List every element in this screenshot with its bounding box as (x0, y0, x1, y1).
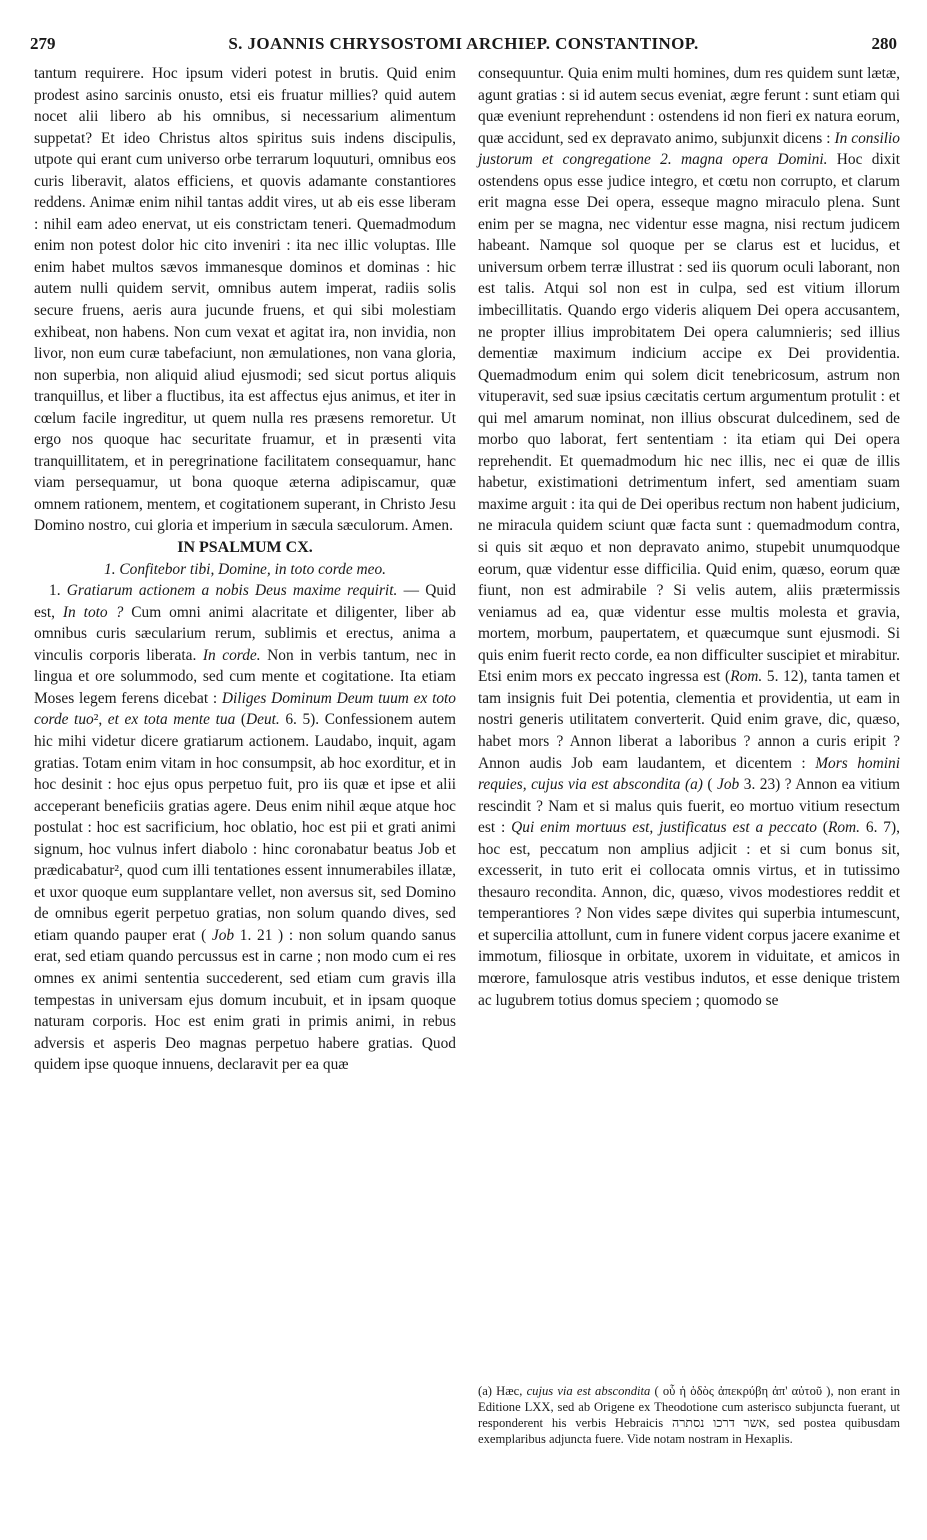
page-number-right: 280 (871, 34, 897, 53)
section-title: IN PSALMUM CX. (177, 539, 313, 557)
paragraph-number: 1. (49, 582, 61, 600)
running-title: S. JOANNIS CHRYSOSTOMI ARCHIEP. CONSTANTINOP. (228, 34, 699, 53)
left-column (34, 63, 456, 1076)
paragraph-continued-right: consequuntur. Quia enim multi homines, dum res quidem sunt lætæ, agunt gratias : si id autem secus eveniat, ægre ferunt : sunt etiam qui quæ eveniunt reprehendunt : ostendens id non fieri ex natura eorum, quæ accidunt, sed ex depravato animo, subjunxit dicens : In consilio justorum et congregatione 2. magna opera Domini. Hoc dixit ostendens opus esse judice integro, et cœtu non corrupto, et clarum erit magna esse Dei opera, esseque magno miraculo plena. Sunt enim per se magna, nec videntur esse magna, nisi rectum judicem habeant. Namque sol quoque per se clarus est et lucidus, et universum orbem terræ illustrat : sed iis quorum oculi laborant, non est talis. Atqui sol non est in culpa, sed est vitium illorum imbecillitatis. Quando ergo videris aliquem Dei opera accusantem, ne propter illius improbitatem Dei opera calumnieris; sed illius dementiæ maximum indicium accipe ex Dei providentia. Quemadmodum enim qui solem dicit tenebricosum, astrum non vituperavit, sed suæ ipsius cæcitatis certum argumentum protulit : et qui mel amarum nominat, non illius obscurat dulcedinem, sed de morbo quo laborat, fert sententiam : ita etiam qui Dei opera reprehendit. Et quemadmodum hic nec illis, nec ei quæ de illis habetur, existimationi detrimentum infert, sed amentiam suam maxime arguit : ita qui de Dei operibus rectum non habent judicium, ne miracula quidem sciunt quæ facta sunt : quemadmodum contra, si quis sit æquo et non depravato animo, stupebit unumquodque eorum, quæ videntur esse difficilia. Quid enim, quæso, eorum quæ fiunt, non est admirabile ? Si velis autem, aliis prætermissis veniamus ad ea, quæ videntur esse multis molesta et gravia, mortem, morbum, paupertatem, et quæcumque sunt ejusmodi. Si quis enim fuerit recto corde, ea non difficulter suscipiet et mirabitur. Etsi enim mors ex peccato ingressa est (Rom. 5. 12), tanta tamen et tam insignis fuit Dei potentia, clementia et providentia, ut eam in nostri generis utilitatem converterit. Quid enim grave, dic, quæso, habet mors ? Annon liberat a laboribus ? annon a curis eripit ? Annon audis Job eam laudantem, et dicentem : Mors homini requies, cujus via est abscondita (a) ( Job 3. 23) ? Annon ea vitium rescindit ? Nam et si malus quis fuerit, eo mortuo vitium resectum est : Qui enim mortuus est, justificatus est a peccato (Rom. 6. 7), hoc est, peccatum non amplius adjicit : et si cum bonus sit, excesserit, in tuto erit ei collocata omnis virtus, et in tutissimo thesauro recondita. Annon, dic, quæso, vivos modestiores reddit et temperantiores ? Non vides sæpe divites qui superbia intumescunt, et supercilia attollunt, cum in funere vident corpus jacere exanime et immotum, filiosque in orbitate, uxorem in viduitate, et amicos in mœrore, famulosque atris vestibus indutos, et esse denique tristem ac lugubrem totius domus speciem ; quomodo se (478, 65, 901, 1009)
hebrew-text: אשר דרכו נסתרה (671, 1416, 767, 1430)
running-header (30, 34, 897, 56)
paragraph-continued: tantum requirere. Hoc ipsum videri potest in brutis. Quid enim prodest asino sarcinis onusto, etsi eis fruatur millies? quid autem nocet alii libero ab his omnibus, si necessarium alimentum suppetat? Et ideo Christus altos spiritus suis indens discipulis, utpote qui erant cum universo orbe terrarum loquuturi, omnibus eos curis liberavit, alatos efficiens, et quovis adamante constantiores reddens. Animæ enim nihil tantas addit vires, ut ab eis esse liberam : nihil eam adeo enervat, ut eis constrictam teneri. Quemadmodum enim non potest dolor hic cito inveniri : ita nec illic voluptas. Ille enim habet multos sævos immanesque dominos et dominas : hic autem nulli quidem servit, omnibus autem imperat, radiis solis secure fruens, aeris aura jucunde fruens, et qui sibi molestiam exhibeat, non habens. Non cum vexat et agitat ira, non invidia, non livor, non eum curæ tabefaciunt, non æmulationes, non vana gloria, non superbia, non aliquid aliud ejusmodi; sed sicut portus aliquis tranquillus, et liber a fluctibus, ita est affectus ejus animus, et iter in cœlum facile ingreditur, ut quem nulla res præsens remoretur. Ut ergo nos quoque hac securitate fruamur, et in præsenti vita tranquillitatem, et in peregrinatione facilitatem consequamur, hanc viam persequamur, ut bona quoque æterna adipiscamur, quæ omnem rationem, mentem, et cogitationem superant, in Christo Jesu Domino nostro, cui gloria et imperium in sæcula sæculorum. Amen. (34, 65, 456, 535)
page-number-left: 279 (30, 34, 56, 53)
right-column (478, 63, 900, 1011)
psalm-verse: 1. Confitebor tibi, Domine, in toto corde meo. (104, 560, 386, 578)
footnote: (a) Hæc, cujus via est abscondita ( οὗ ἡ ὁδὸς ἀπεκρύβη ἀπ' αὐτοῦ ), non erant in Editione LXX, sed ab Origene ex Theodotione cum asterisco subjuncta fuerant, ut responderent his verbis Hebraicis אשר דרכו נסתרה, sed postea quibusdam exemplaribus adjuncta fuere. Vide notam nostram in Hexaplis. (478, 1384, 900, 1446)
commentary-paragraph: 1. Gratiarum actionem a nobis Deus maxime requirit. — Quid est, In toto ? Cum omni animi alacritate et diligenter, liber ab omnibus curis sæcularium rerum, sublimis et erectus, anima a vinculis corporis liberata. In corde. Non in verbis tantum, nec in lingua et ore solummodo, sed cum mente et cogitatione. Ita etiam Moses legem ferens dicebat : Diliges Dominum Deum tuum ex toto corde tuo², et ex tota mente tua (Deut. 6. 5). Confessionem autem hic mihi videtur dicere gratiarum actionem. Laudabo, inquit, agam gratias. Totam enim vitam in hoc consumpsit, ab hoc exorditur, et in hoc desinit : hoc ejus opus perpetuo fuit, pro iis quæ et ipse et alii acceperant beneficiis gratias agere. Deus enim nihil æque atque hoc postulat : hoc est sacrificium, hoc oblatio, hoc est pii et grati animi signum, hoc vulnus infert diabolo : hinc coronabatur beatus Job et prædicabatur², quod cum illi tentationes essent innumerabiles illatæ, et uxor quoque eum supplantare vellet, non aversus sit, sed Domino de omnibus egerit perpetuo gratias, non solum quando dives, sed etiam quando pauper erat ( Job 1. 21 ) : non solum quando sanus erat, sed etiam quando percussus est in carne ; non modo cum ei res omnes ex animi sententia succederent, sed etiam cum gravis illa tempestas in universam ejus domum incubuit, et in ipsam quoque naturam corporis. Hoc est enim grati in primis animi, in rebus adversis et asperis Deo magnas perpetuo habere gratias. Quod quidem ipse quoque innuens, declaravit per ea quæ (34, 582, 457, 1074)
